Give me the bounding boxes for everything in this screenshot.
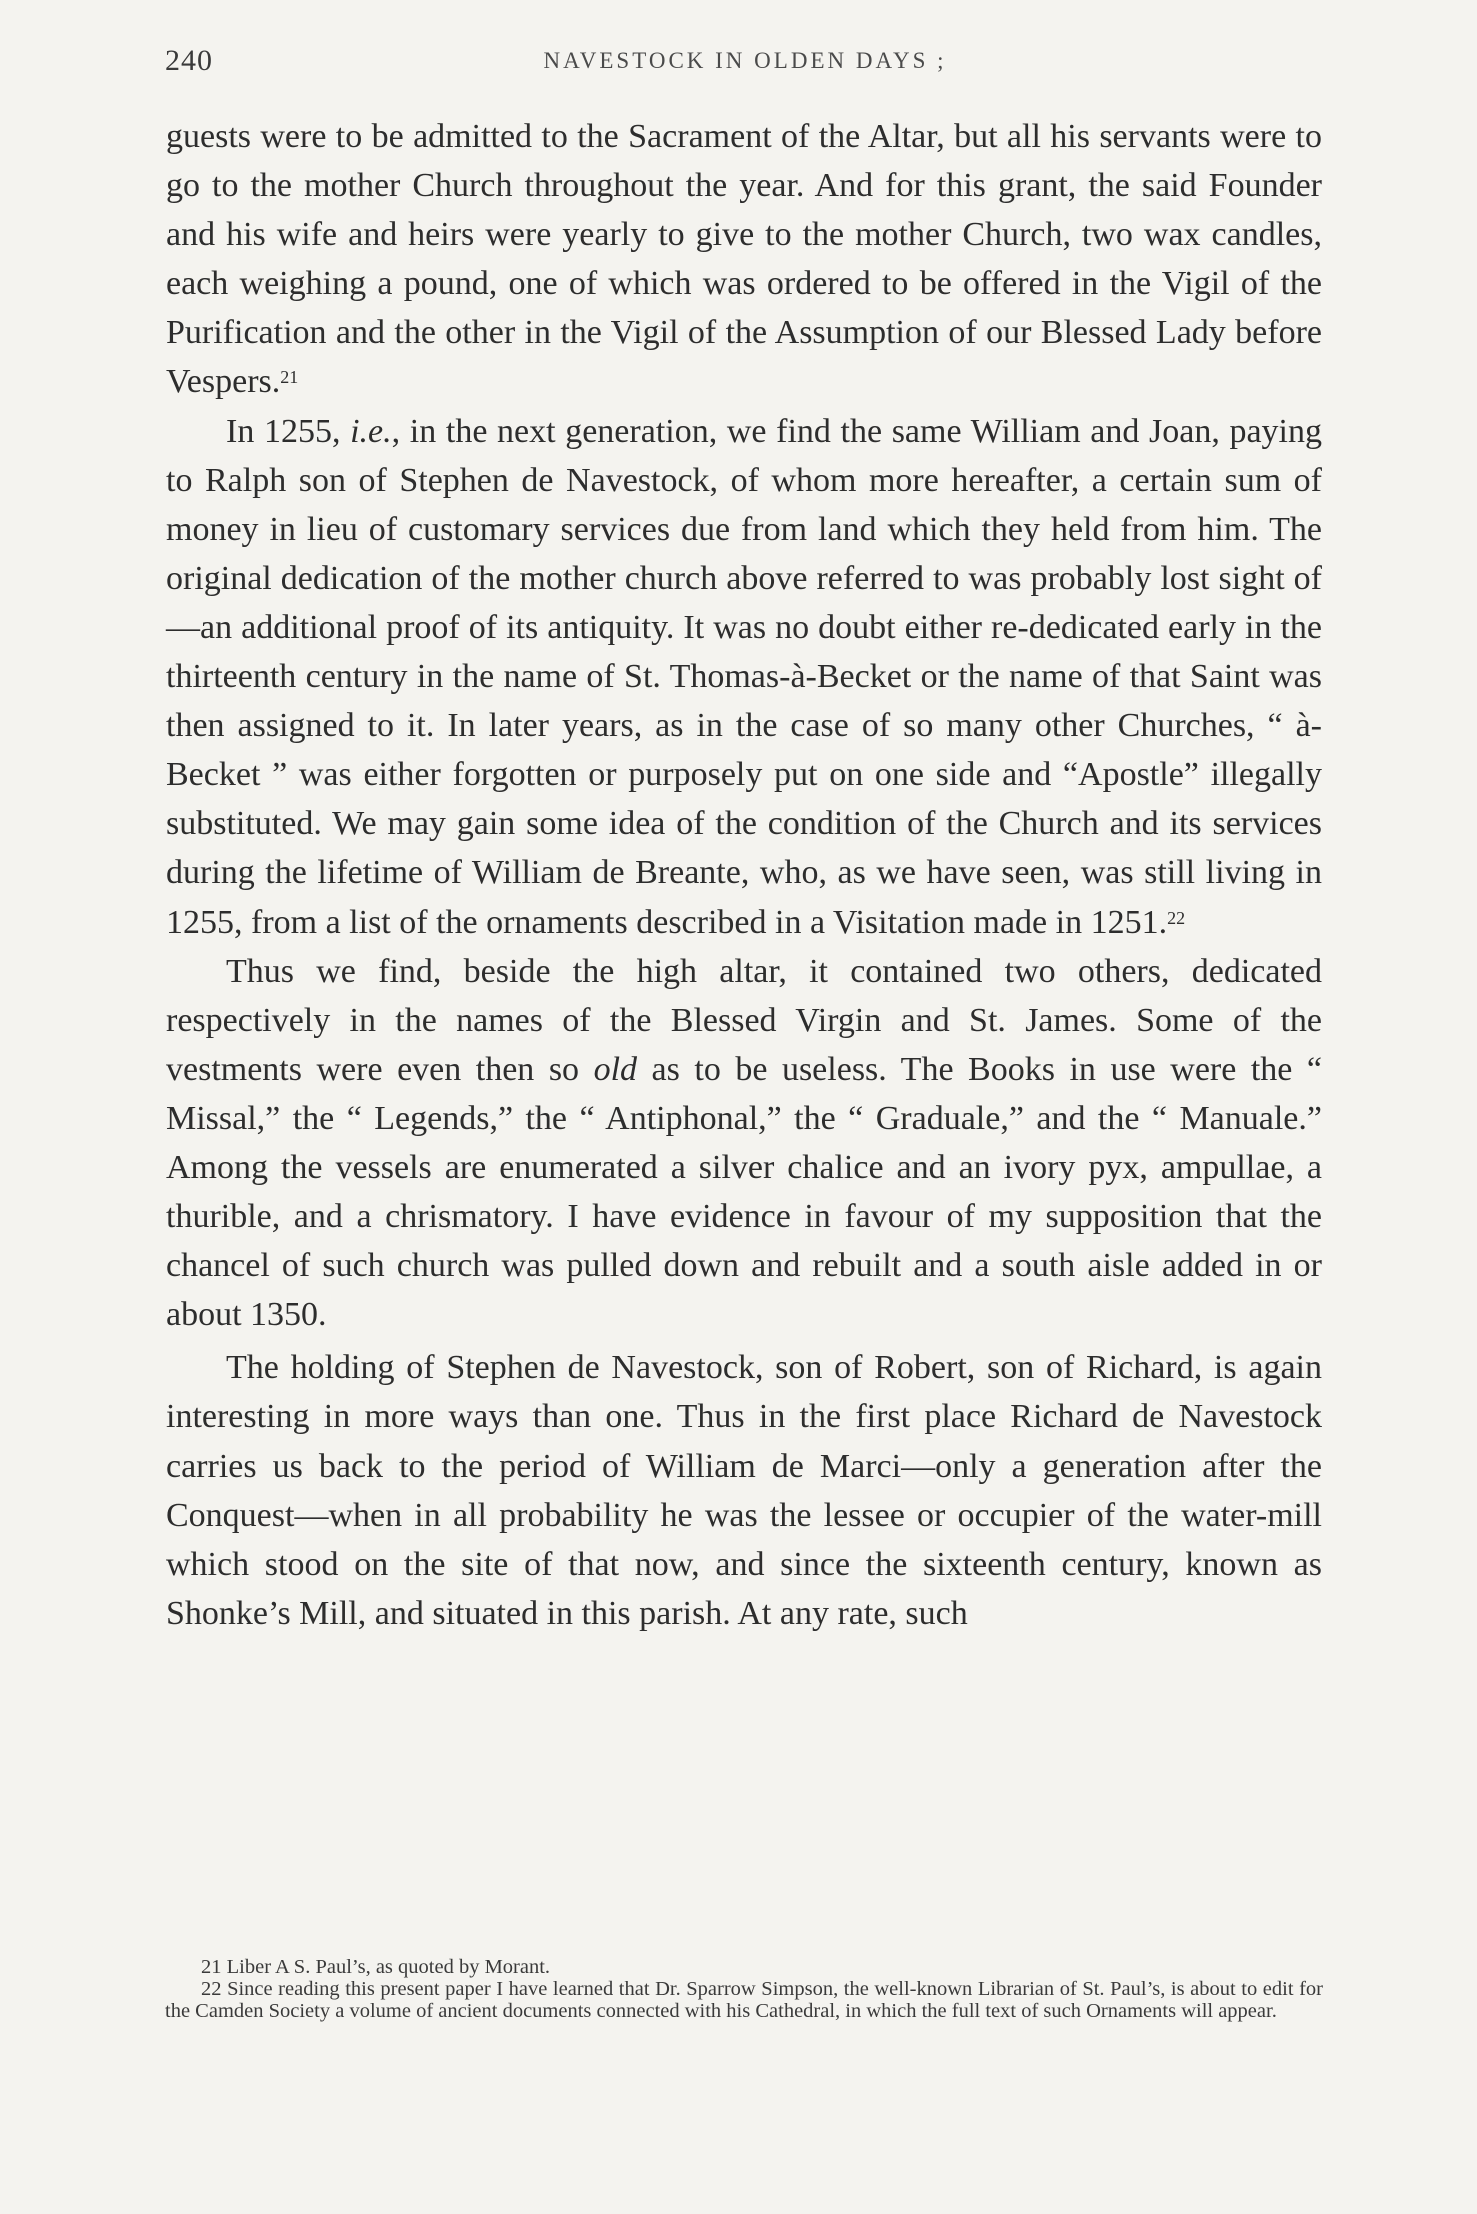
- paragraph-3-text-start: Thus we find, beside the high altar, it contained two others, dedicated respectively in the names of the Blessed Virgin and St. James. Some of the vestments were even then so: [166, 952, 1322, 1088]
- paragraph-1-text: guests were to be admitted to the Sacrament of the Altar, but all his servants were to go to the mother Church throughout the year. And for this grant, the said Founder and his wife and heirs were yearly to give to the mother Church, two wax candles, each weighing a pound, one of which was ordered to be offered in the Vigil of the Purification and the other in the Vigil of the Assumption of our Blessed Lady before Vespers.: [166, 118, 1322, 401]
- paragraph-3: [166, 947, 1322, 1340]
- italic-old: old: [593, 1050, 638, 1088]
- footnotes: [165, 1956, 1323, 2022]
- paragraph-2: [166, 407, 1322, 947]
- italic-ie: i.e.: [350, 412, 392, 450]
- page-header: [165, 44, 1325, 84]
- footnote-22: 22 Since reading this present paper I have learned that Dr. Sparrow Simpson, the well-known Librarian of St. Paul’s, is about to edit for the Camden Society a volume of ancient documents connected with his Cathedral, in which the full text of such Ornaments will appear.: [165, 1978, 1323, 2022]
- body-text: [166, 112, 1322, 1638]
- paragraph-3-text: as to be useless. The Books in use were the “ Missal,” the “ Legends,” the “ Antiphonal,” the “ Graduale,” and the “ Manuale.” Among the vessels are enumerated a silver chalice and an ivory pyx, ampullae, a thurible, and a chrismatory. I have evidence in favour of my supposition that the chancel of such church was pulled down and rebuilt and a south aisle added in or about 1350.: [166, 1050, 1322, 1334]
- page-number: 240: [165, 44, 213, 77]
- paragraph-4: The holding of Stephen de Navestock, son of Robert, son of Richard, is again interesting in more ways than one. Thus in the first place Richard de Navestock carries us back to the period of William de Marci—only a generation after the Conquest—when in all probability he was the lessee or occupier of the water-mill which stood on the site of that now, and since the sixteenth century, known as Shonke’s Mill, and situated in this parish. At any rate, such: [166, 1349, 1322, 1632]
- paragraph-1: [166, 112, 1322, 407]
- footnote-21: 21 Liber A S. Paul’s, as quoted by Morant.: [201, 1956, 551, 1978]
- footnote-ref-21: 21: [280, 367, 299, 388]
- footnote-ref-22: 22: [1167, 907, 1186, 928]
- paragraph-2-text-start: In 1255,: [226, 412, 351, 450]
- running-head: NAVESTOCK IN OLDEN DAYS ;: [543, 48, 947, 73]
- paragraph-2-text: , in the next generation, we find the same William and Joan, paying to Ralph son of Stephen de Navestock, of whom more hereafter, a certain sum of money in lieu of customary services due from land which they held from him. The original dedication of the mother church above referred to was probably lost sight of—an additional proof of its antiquity. It was no doubt either re-dedicated early in the thirteenth century in the name of St. Thomas-à-Becket or the name of that Saint was then assigned to it. In later years, as in the case of so many other Churches, “ à-Becket ” was either forgotten or purposely put on one side and “Apostle” illegally substituted. We may gain some idea of the condition of the Church and its services during the lifetime of William de Breante, who, as we have seen, was still living in 1255, from a list of the ornaments described in a Visitation made in 1251.: [166, 412, 1322, 941]
